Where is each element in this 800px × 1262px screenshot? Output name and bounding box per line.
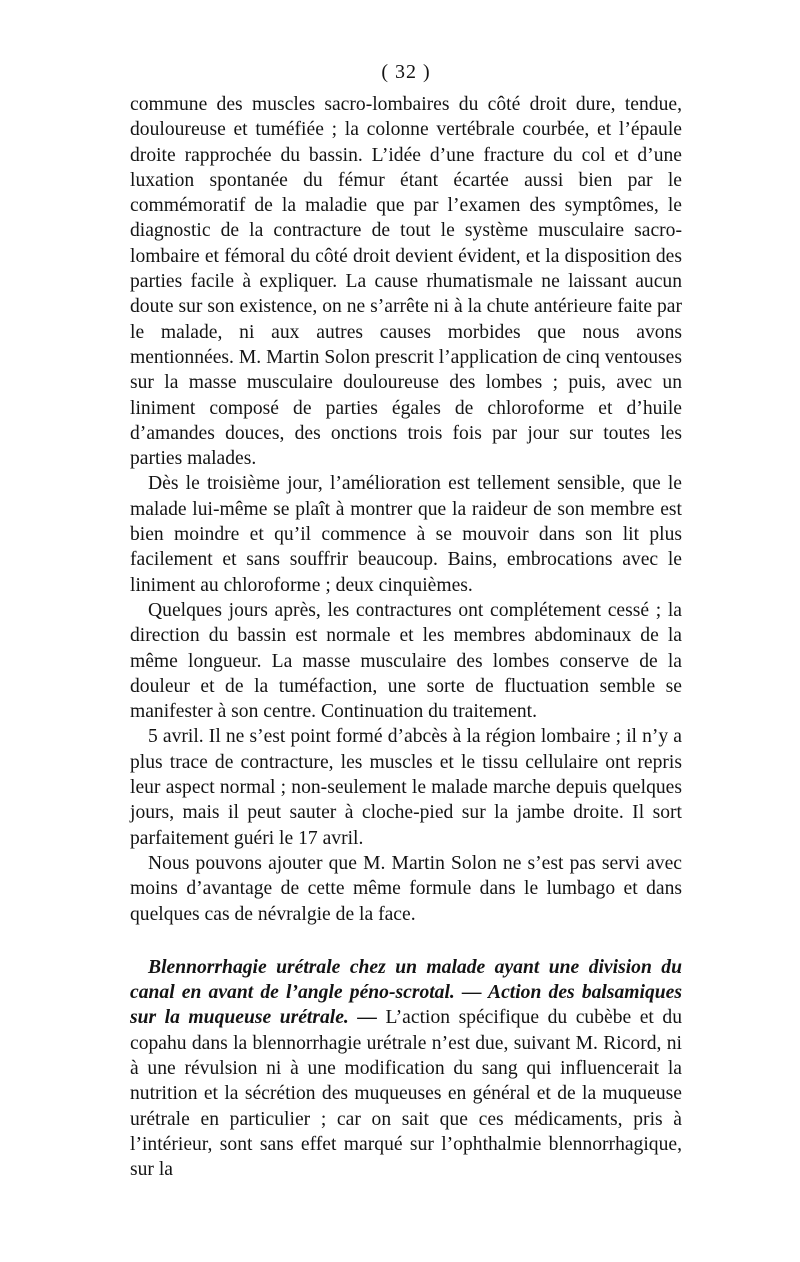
paragraph-1: commune des muscles sacro-lombaires du côté droit dure, tendue, douloureuse et tuméfiée ; la colonne vertébrale courbée, et l’épaule droite rapprochée du bassin. L’idée d’une fracture du col et d’une luxation spontanée du fémur étant écartée aussi bien par le commémoratif de la maladie que par l’examen des symptômes, le diagnostic de la contracture de tout le système musculaire sacro-lombaire et fémoral du côté droit devient évident, et la disposition des parties facile à expliquer. La cause rhumatismale ne laissant aucun doute sur son existence, on ne s’arrête ni à la chute antérieure faite par le malade, ni aux autres causes morbides que nous avons mentionnées. M. Martin Solon prescrit l’application de cinq ventouses sur la masse musculaire douloureuse des lombes ; puis, avec un liniment composé de parties égales de chloroforme et d’huile d’amandes douces, des onctions trois fois par jour sur toutes les parties malades. (130, 94, 682, 470)
section-body: L’action spécifique du cubèbe et du copahu dans la blennorrhagie urétrale n’est due, suivant M. Ricord, ni à une révulsion ni à une modification du sang qui influencerait la nutrition et la sécrétion des muqueuses en général et de la muqueuse urétrale en particulier ; car on sait que ces médicaments, pris à l’intérieur, sont sans effet marqué sur l’ophthalmie blennorrhagique, sur la (130, 1007, 682, 1181)
section-paragraph (130, 955, 682, 1183)
paragraph-4: 5 avril. Il ne s’est point formé d’abcès à la région lombaire ; il n’y a plus trace de contracture, les muscles et le tissu cellulaire ont repris leur aspect normal ; non-seulement le malade marche depuis quelques jours, mais il peut sauter à cloche-pied sur la jambe droite. Il sort parfaitement guéri le 17 avril. (130, 726, 682, 849)
section-spacer (130, 927, 682, 955)
document-page (130, 58, 682, 1182)
paragraph-2: Dès le troisième jour, l’amélioration est tellement sensible, que le malade lui-même se plaît à montrer que la raideur de son membre est bien moindre et qu’il commence à se mouvoir dans son lit plus facilement et sans souffrir beaucoup. Bains, embrocations avec le liniment au chloroforme ; deux cinquièmes. (130, 473, 682, 596)
paragraph-5: Nous pouvons ajouter que M. Martin Solon ne s’est pas servi avec moins d’avantage de cette même formule dans le lumbago et dans quelques cas de névralgie de la face. (130, 852, 682, 925)
page-number: ( 32 ) (381, 61, 431, 83)
paragraph-3: Quelques jours après, les contractures ont complétement cessé ; la direction du bassin est normale et les membres abdominaux de la même longueur. La masse musculaire des lombes conserve de la douleur et de la tuméfaction, une sorte de fluctuation semble se manifester à son centre. Continuation du traitement. (130, 599, 682, 723)
section-title: Blennorrhagie urétrale chez un malade ayant une division du canal en avant de l’angle péno-scrotal. — Action des balsamiques sur la muqueuse urétrale. — (130, 956, 682, 1029)
